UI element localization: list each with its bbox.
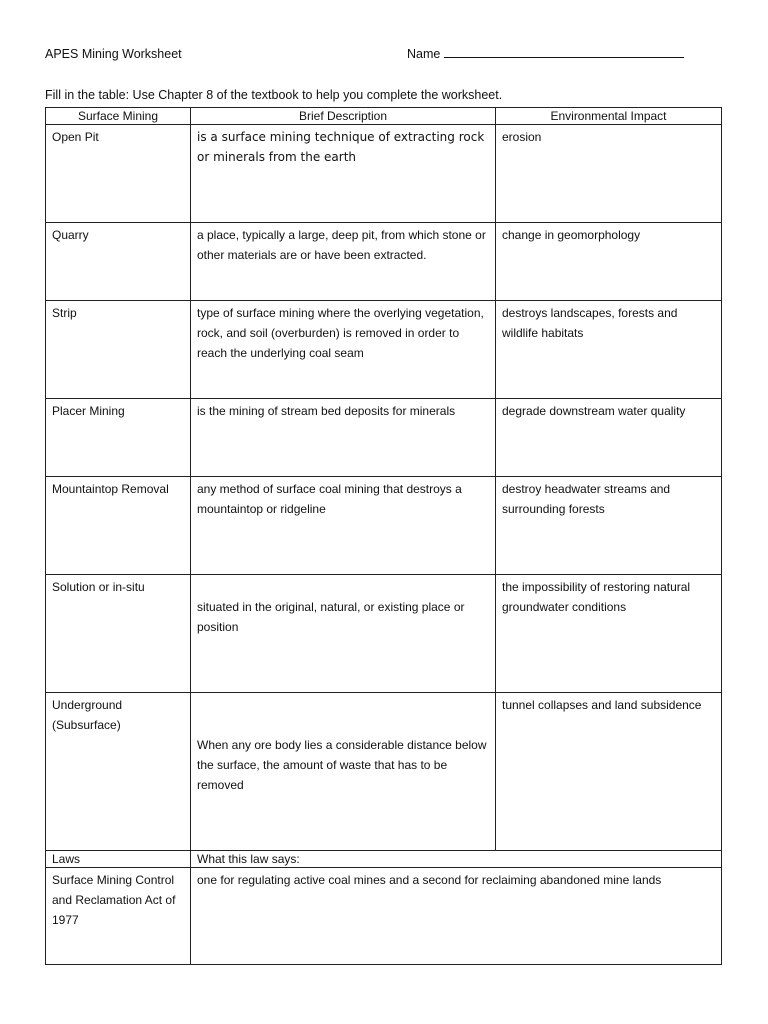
table-row (46, 575, 722, 693)
worksheet-header (45, 47, 725, 65)
impact-cell: the impossibility of restoring natural groundwater conditions (496, 575, 722, 693)
impact-cell: erosion (496, 125, 722, 223)
description-cell: a place, typically a large, deep pit, from which stone or other materials are or have been extracted. (191, 223, 496, 301)
description-cell: situated in the original, natural, or existing place or position (191, 575, 496, 693)
name-blank-line[interactable] (444, 47, 684, 58)
description-cell: is a surface mining technique of extracting rock or minerals from the earth (191, 125, 496, 223)
law-row (46, 868, 722, 965)
column-header-brief-description: Brief Description (191, 108, 496, 125)
instructions: Fill in the table: Use Chapter 8 of the textbook to help you complete the worksheet. (45, 88, 503, 102)
mining-type-cell: Mountaintop Removal (46, 477, 191, 575)
name-label: Name (407, 47, 441, 61)
impact-cell: tunnel collapses and land subsidence (496, 693, 722, 851)
impact-cell: destroys landscapes, forests and wildlife habitats (496, 301, 722, 399)
worksheet-title: APES Mining Worksheet (45, 47, 182, 61)
table-row (46, 223, 722, 301)
table-header-row (46, 108, 722, 125)
mining-type-cell: Open Pit (46, 125, 191, 223)
laws-header-row (46, 851, 722, 868)
impact-cell: change in geomorphology (496, 223, 722, 301)
table-row (46, 477, 722, 575)
name-field (407, 47, 684, 61)
mining-type-cell: Underground (Subsurface) (46, 693, 191, 851)
impact-cell: degrade downstream water quality (496, 399, 722, 477)
law-description-header: What this law says: (191, 851, 722, 868)
table-row (46, 399, 722, 477)
table-row (46, 125, 722, 223)
law-name-cell: Surface Mining Control and Reclamation Act of 1977 (46, 868, 191, 965)
law-description-cell: one for regulating active coal mines and a second for reclaiming abandoned mine lands (191, 868, 722, 965)
table-row (46, 301, 722, 399)
mining-type-cell: Strip (46, 301, 191, 399)
description-cell: any method of surface coal mining that destroys a mountaintop or ridgeline (191, 477, 496, 575)
impact-cell: destroy headwater streams and surrounding forests (496, 477, 722, 575)
column-header-surface-mining: Surface Mining (46, 108, 191, 125)
description-cell: is the mining of stream bed deposits for minerals (191, 399, 496, 477)
laws-header: Laws (46, 851, 191, 868)
description-cell: When any ore body lies a considerable distance below the surface, the amount of waste that has to be removed (191, 693, 496, 851)
mining-type-cell: Quarry (46, 223, 191, 301)
mining-table (45, 107, 722, 965)
mining-type-cell: Placer Mining (46, 399, 191, 477)
description-cell: type of surface mining where the overlying vegetation, rock, and soil (overburden) is removed in order to reach the underlying coal seam (191, 301, 496, 399)
table-row (46, 693, 722, 851)
mining-type-cell: Solution or in-situ (46, 575, 191, 693)
column-header-environmental-impact: Environmental Impact (496, 108, 722, 125)
